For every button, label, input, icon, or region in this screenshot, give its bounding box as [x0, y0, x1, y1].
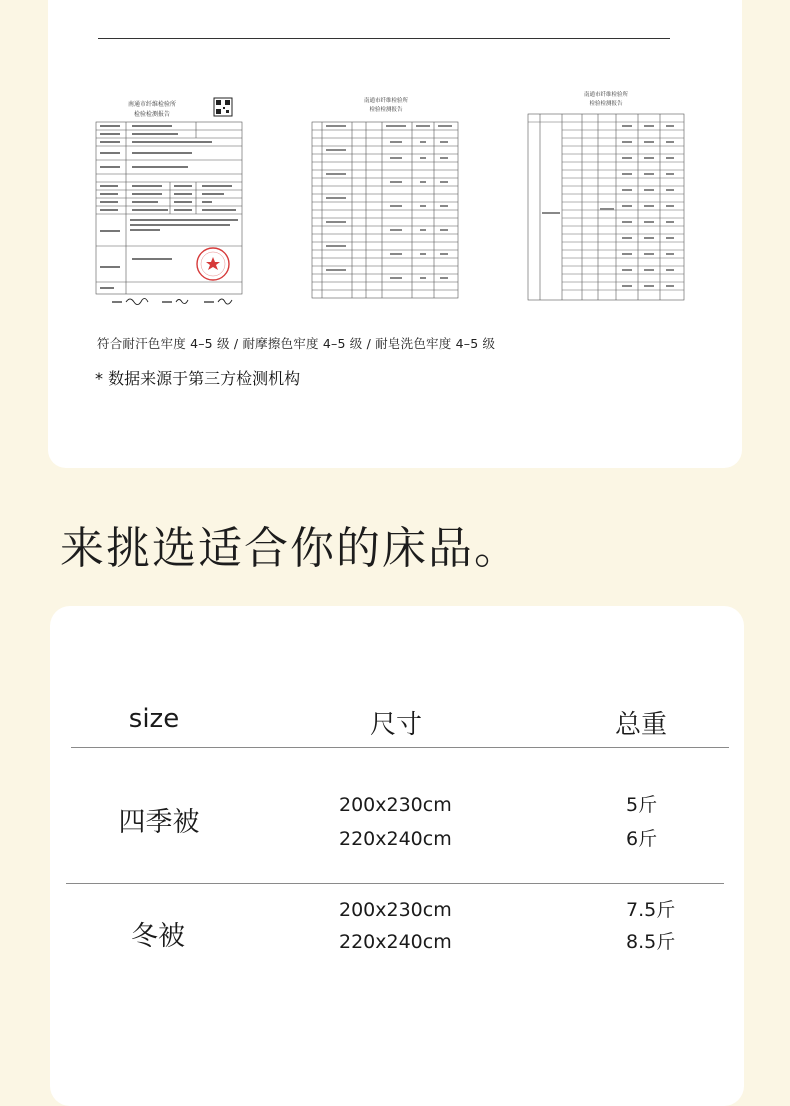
header-dimensions: 尺寸 [369, 710, 423, 740]
table-cell-size: 200x230cm [339, 899, 452, 921]
header-divider [71, 747, 729, 748]
test-report-image-2 [310, 94, 462, 302]
qr-code-icon [214, 98, 232, 116]
data-source-note: * 数据来源于第三方检测机构 [95, 369, 301, 388]
row-name-winter: 冬被 [131, 921, 185, 952]
report-2-title: 检验检测报告 [369, 107, 403, 113]
report-2-org: 南通市纤维检验所 [363, 98, 409, 104]
test-report-image-3 [526, 88, 688, 302]
test-report-image-1 [92, 96, 250, 310]
row-divider [66, 883, 724, 884]
report-1-org: 南通市纤维检验所 [127, 101, 177, 108]
table-cell-size: 200x230cm [339, 794, 452, 816]
report-3-org: 南通市纤维检验所 [583, 92, 629, 98]
table-cell-weight: 7.5斤 [626, 899, 676, 921]
size-table-card [50, 606, 744, 1106]
row-1-sizes [339, 788, 452, 856]
table-cell-weight: 8.5斤 [626, 931, 676, 953]
table-cell-weight: 5斤 [626, 794, 658, 816]
table-cell-size: 220x240cm [339, 931, 452, 953]
row-2-sizes [339, 894, 452, 958]
report-1-title: 检验检测报告 [133, 111, 171, 118]
section-title: 来挑选适合你的床品。 [60, 523, 520, 574]
table-cell-weight: 6斤 [626, 828, 658, 850]
row-name-all-season: 四季被 [118, 807, 200, 838]
divider-line [98, 38, 670, 39]
table-cell-size: 220x240cm [339, 828, 452, 850]
row-1-weights [626, 788, 657, 856]
header-size: size [128, 704, 180, 734]
report-3-title: 检验检测报告 [589, 101, 623, 107]
fastness-caption: 符合耐汗色牢度 4–5 级 / 耐摩擦色牢度 4–5 级 / 耐皂洗色牢度 4–5 级 [97, 336, 496, 351]
official-stamp-icon [197, 248, 229, 280]
row-2-weights [626, 894, 675, 958]
header-weight: 总重 [614, 710, 668, 740]
